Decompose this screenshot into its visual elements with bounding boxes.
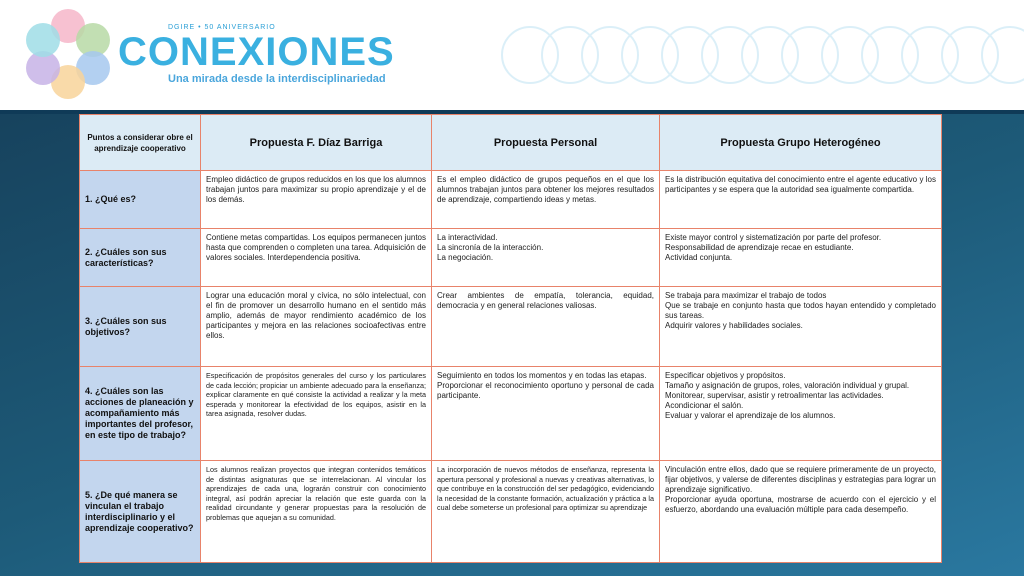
- table-row: [80, 367, 942, 461]
- table-cell: Contiene metas compartidas. Los equipos permanecen juntos hasta que comprenden o completen una tarea. Adquisición de valores sociales. Interdependencia positiva.: [201, 229, 432, 287]
- header-cell: Propuesta F. Díaz Barriga: [201, 115, 432, 171]
- table-cell: Seguimiento en todos los momentos y en todas las etapas. Proporcionar el reconocimiento oportuno y personal de cada participante.: [432, 367, 660, 461]
- table-cell: Especificar objetivos y propósitos. Tamaño y asignación de grupos, roles, valoración individual y grupal. Monitorear, supervisar, asistir y retroalimentar las actividades. Acondicionar el salón. Evaluar y valorar el aprendizaje de los alumnos.: [660, 367, 942, 461]
- table-cell: Empleo didáctico de grupos reducidos en los que los alumnos trabajan juntos para maximizar su propio aprendizaje y el de los demás.: [201, 171, 432, 229]
- decorative-pattern: [500, 10, 1024, 100]
- table-cell: La interactividad. La sincronía de la interacción. La negociación.: [432, 229, 660, 287]
- logo-icon: [18, 4, 118, 104]
- table-cell: Los alumnos realizan proyectos que integran contenidos temáticos de distintas asignaturas que se interrelacionan. Al vincular los aprendizajes de cada una, lograrán construir con conocimiento integral, así podrán apreciar la relación que este guarda con la realidad circundante y generar propuestas para la resolución de problemas que aquejan a su comunidad.: [201, 461, 432, 563]
- table-cell: Se trabaja para maximizar el trabajo de todos Que se trabaje en conjunto hasta que todos hayan entendido y completado sus tareas. Adquirir valores y habilidades sociales.: [660, 287, 942, 367]
- header-cell: Propuesta Grupo Heterogéneo: [660, 115, 942, 171]
- brand-subtitle: Una mirada desde la interdisciplinariedad: [168, 73, 386, 85]
- brand-title: CONEXIONES: [118, 30, 395, 74]
- table-cell: Lograr una educación moral y cívica, no sólo intelectual, con el fin de promover un desarrollo humano en el sentido más amplio, además de mayor rendimiento académico de los participantes y mejora en las relaciones socioafectivas entre ellos.: [201, 287, 432, 367]
- header-cell: Propuesta Personal: [432, 115, 660, 171]
- question-cell: 3. ¿Cuáles son sus objetivos?: [80, 287, 201, 367]
- table-cell: Especificación de propósitos generales del curso y los particulares de cada lección; propiciar un ambiente adecuado para la enseñanza; explicar claramente en qué consiste la actividad a realizar y la meta esperada y monitorear la efectividad de los equipos, asistir en la tarea asignada, resolver dudas.: [201, 367, 432, 461]
- table-cell: Existe mayor control y sistematización por parte del profesor. Responsabilidad de aprendizaje recae en estudiante. Actividad conjunta.: [660, 229, 942, 287]
- question-cell: 5. ¿De qué manera se vinculan el trabajo interdisciplinario y el aprendizaje cooperativo?: [80, 461, 201, 563]
- table-row: [80, 287, 942, 367]
- question-cell: 1. ¿Qué es?: [80, 171, 201, 229]
- table-row: [80, 171, 942, 229]
- table-row: [80, 461, 942, 563]
- question-cell: 2. ¿Cuáles son sus características?: [80, 229, 201, 287]
- table-cell: Es el empleo didáctico de grupos pequeños en el que los alumnos trabajan juntos para obtener los mejores resultados de aprendizaje, compartiendo ideas y metas.: [432, 171, 660, 229]
- table-cell: Es la distribución equitativa del conocimiento entre el agente educativo y los participantes y se espera que la autoridad sea igualmente compartida.: [660, 171, 942, 229]
- table-cell: La incorporación de nuevos métodos de enseñanza, representa la apertura personal y profesional a nuevas y creativas alternativas, lo que contribuye en la construcción del ser pedagógico, evidenciando la necesidad de la constante formación, actualización y práctica a la cual debe someterse un profesional para optimizar su aprendizaje: [432, 461, 660, 563]
- header-cell: Puntos a considerar obre el aprendizaje cooperativo: [80, 115, 201, 171]
- question-cell: 4. ¿Cuáles son las acciones de planeación y acompañamiento más importantes del profesor, en este tipo de trabajo?: [80, 367, 201, 461]
- comparison-table: [79, 114, 941, 562]
- table-cell: Vinculación entre ellos, dado que se requiere primeramente de un proyecto, fijar objetivos, y valerse de diferentes disciplinas y estrategias para lograr un aprendizaje significativo. Proporcionar ayuda oportuna, mostrarse de acuerdo con el ejercicio y el esfuerzo, abordando una evaluación múltiple para cada desempeño.: [660, 461, 942, 563]
- header-banner: [0, 0, 1024, 110]
- anniversary-text: DGIRE • 50 ANIVERSARIO: [168, 24, 276, 31]
- table-cell: Crear ambientes de empatía, tolerancia, equidad, democracia y en general relaciones valiosas.: [432, 287, 660, 367]
- table-row: [80, 229, 942, 287]
